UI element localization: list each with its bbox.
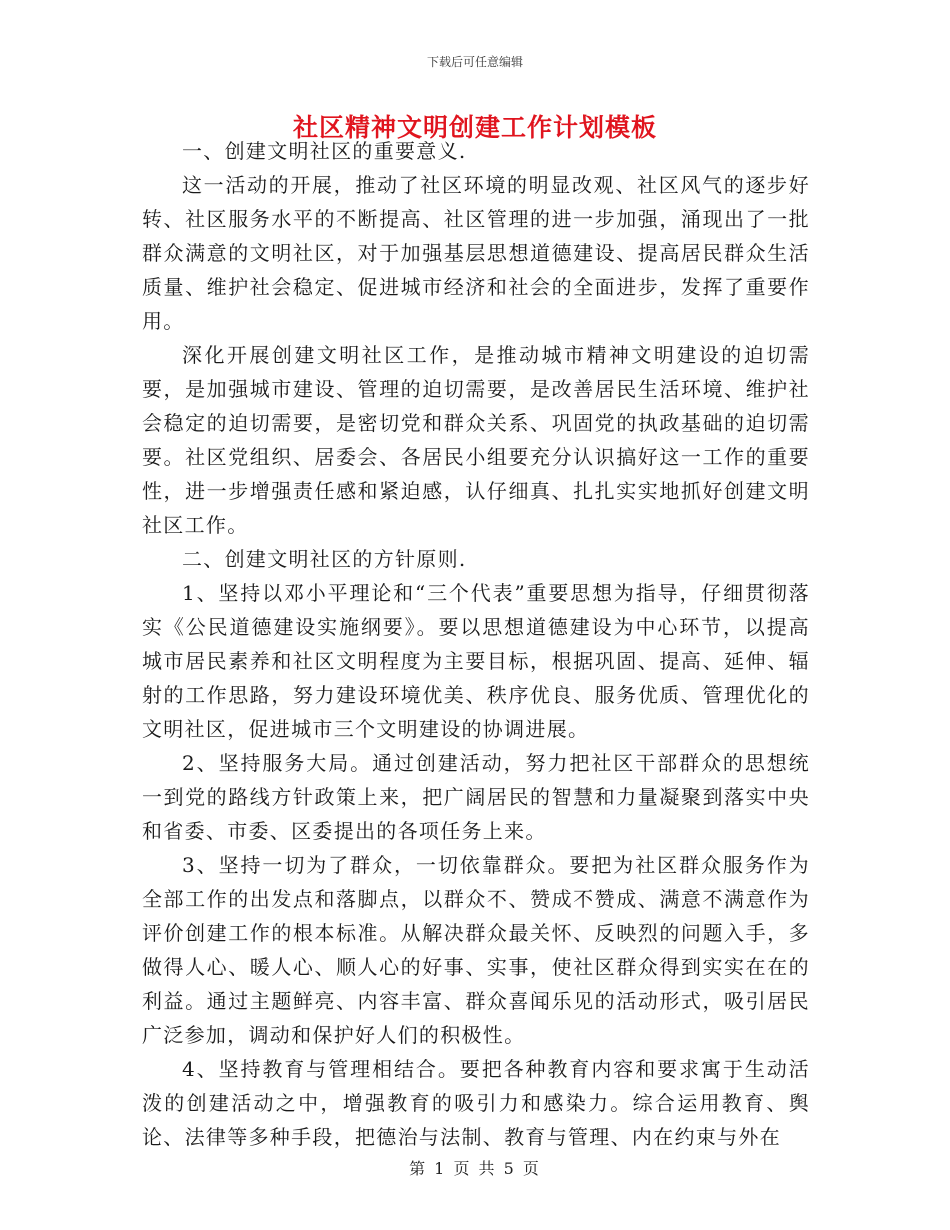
list-item-4: 4、坚持教育与管理相结合。要把各种教育内容和要求寓于生动活泼的创建活动之中，增强教育的吸引力和感染力。综合运用教育、舆论、法律等多种手段，把德治与法制、教育与管理、内在约束与外在 — [142, 1057, 810, 1149]
list-item-1: 1、坚持以邓小平理论和“三个代表”重要思想为指导，仔细贯彻落实《公民道德建设实施纲要》。要以思想道德建设为中心环节，以提高城市居民素养和社区文明程度为主要目标，根据巩固、提高、延伸、辐射的工作思路，努力建设环境优美、秩序优良、服务优质、管理优化的文明社区，促进城市三个文明建设的协调进展。 — [142, 581, 810, 741]
paragraph: 这一活动的开展，推动了社区环境的明显改观、社区风气的逐步好转、社区服务水平的不断提高、社区管理的进一步加强，涌现出了一批群众满意的文明社区，对于加强基层思想道德建设、提高居民群众生活质量、维护社会稳定、促进城市经济和社会的全面进步，发挥了重要作用。 — [142, 173, 810, 333]
list-item-2: 2、坚持服务大局。通过创建活动，努力把社区干部群众的思想统一到党的路线方针政策上来，把广阔居民的智慧和力量凝聚到落实中央和省委、市委、区委提出的各项任务上来。 — [142, 751, 810, 843]
document-title: 社区精神文明创建工作计划模板 — [292, 113, 657, 142]
document-body — [142, 134, 810, 1154]
header-note: 下载后可任意编辑 — [426, 55, 523, 69]
section-heading-1: 一、创建文明社区的重要意义. — [182, 139, 467, 163]
paragraph: 深化开展创建文明社区工作，是推动城市精神文明建设的迫切需要，是加强城市建设、管理的迫切需要，是改善居民生活环境、维护社会稳定的迫切需要，是密切党和群众关系、巩固党的执政基础的迫切需要。社区党组织、居委会、各居民小组要充分认识搞好这一工作的重要性，进一步增强责任感和紧迫感，认仔细真、扎扎实实地抓好创建文明社区工作。 — [142, 343, 810, 537]
page-footer: 第 1 页 共 5 页 — [409, 1159, 541, 1178]
list-item-3: 3、坚持一切为了群众，一切依靠群众。要把为社区群众服务作为全部工作的出发点和落脚点，以群众不、赞成不赞成、满意不满意作为评价创建工作的根本标准。从解决群众最关怀、反映烈的问题入手，多做得人心、暖人心、顺人心的好事、实事，使社区群众得到实实在在的利益。通过主题鲜亮、内容丰富、群众喜闻乐见的活动形式，吸引居民广泛参加，调动和保护好人们的积极性。 — [142, 853, 810, 1047]
section-heading-2: 二、创建文明社区的方针原则. — [182, 547, 467, 571]
